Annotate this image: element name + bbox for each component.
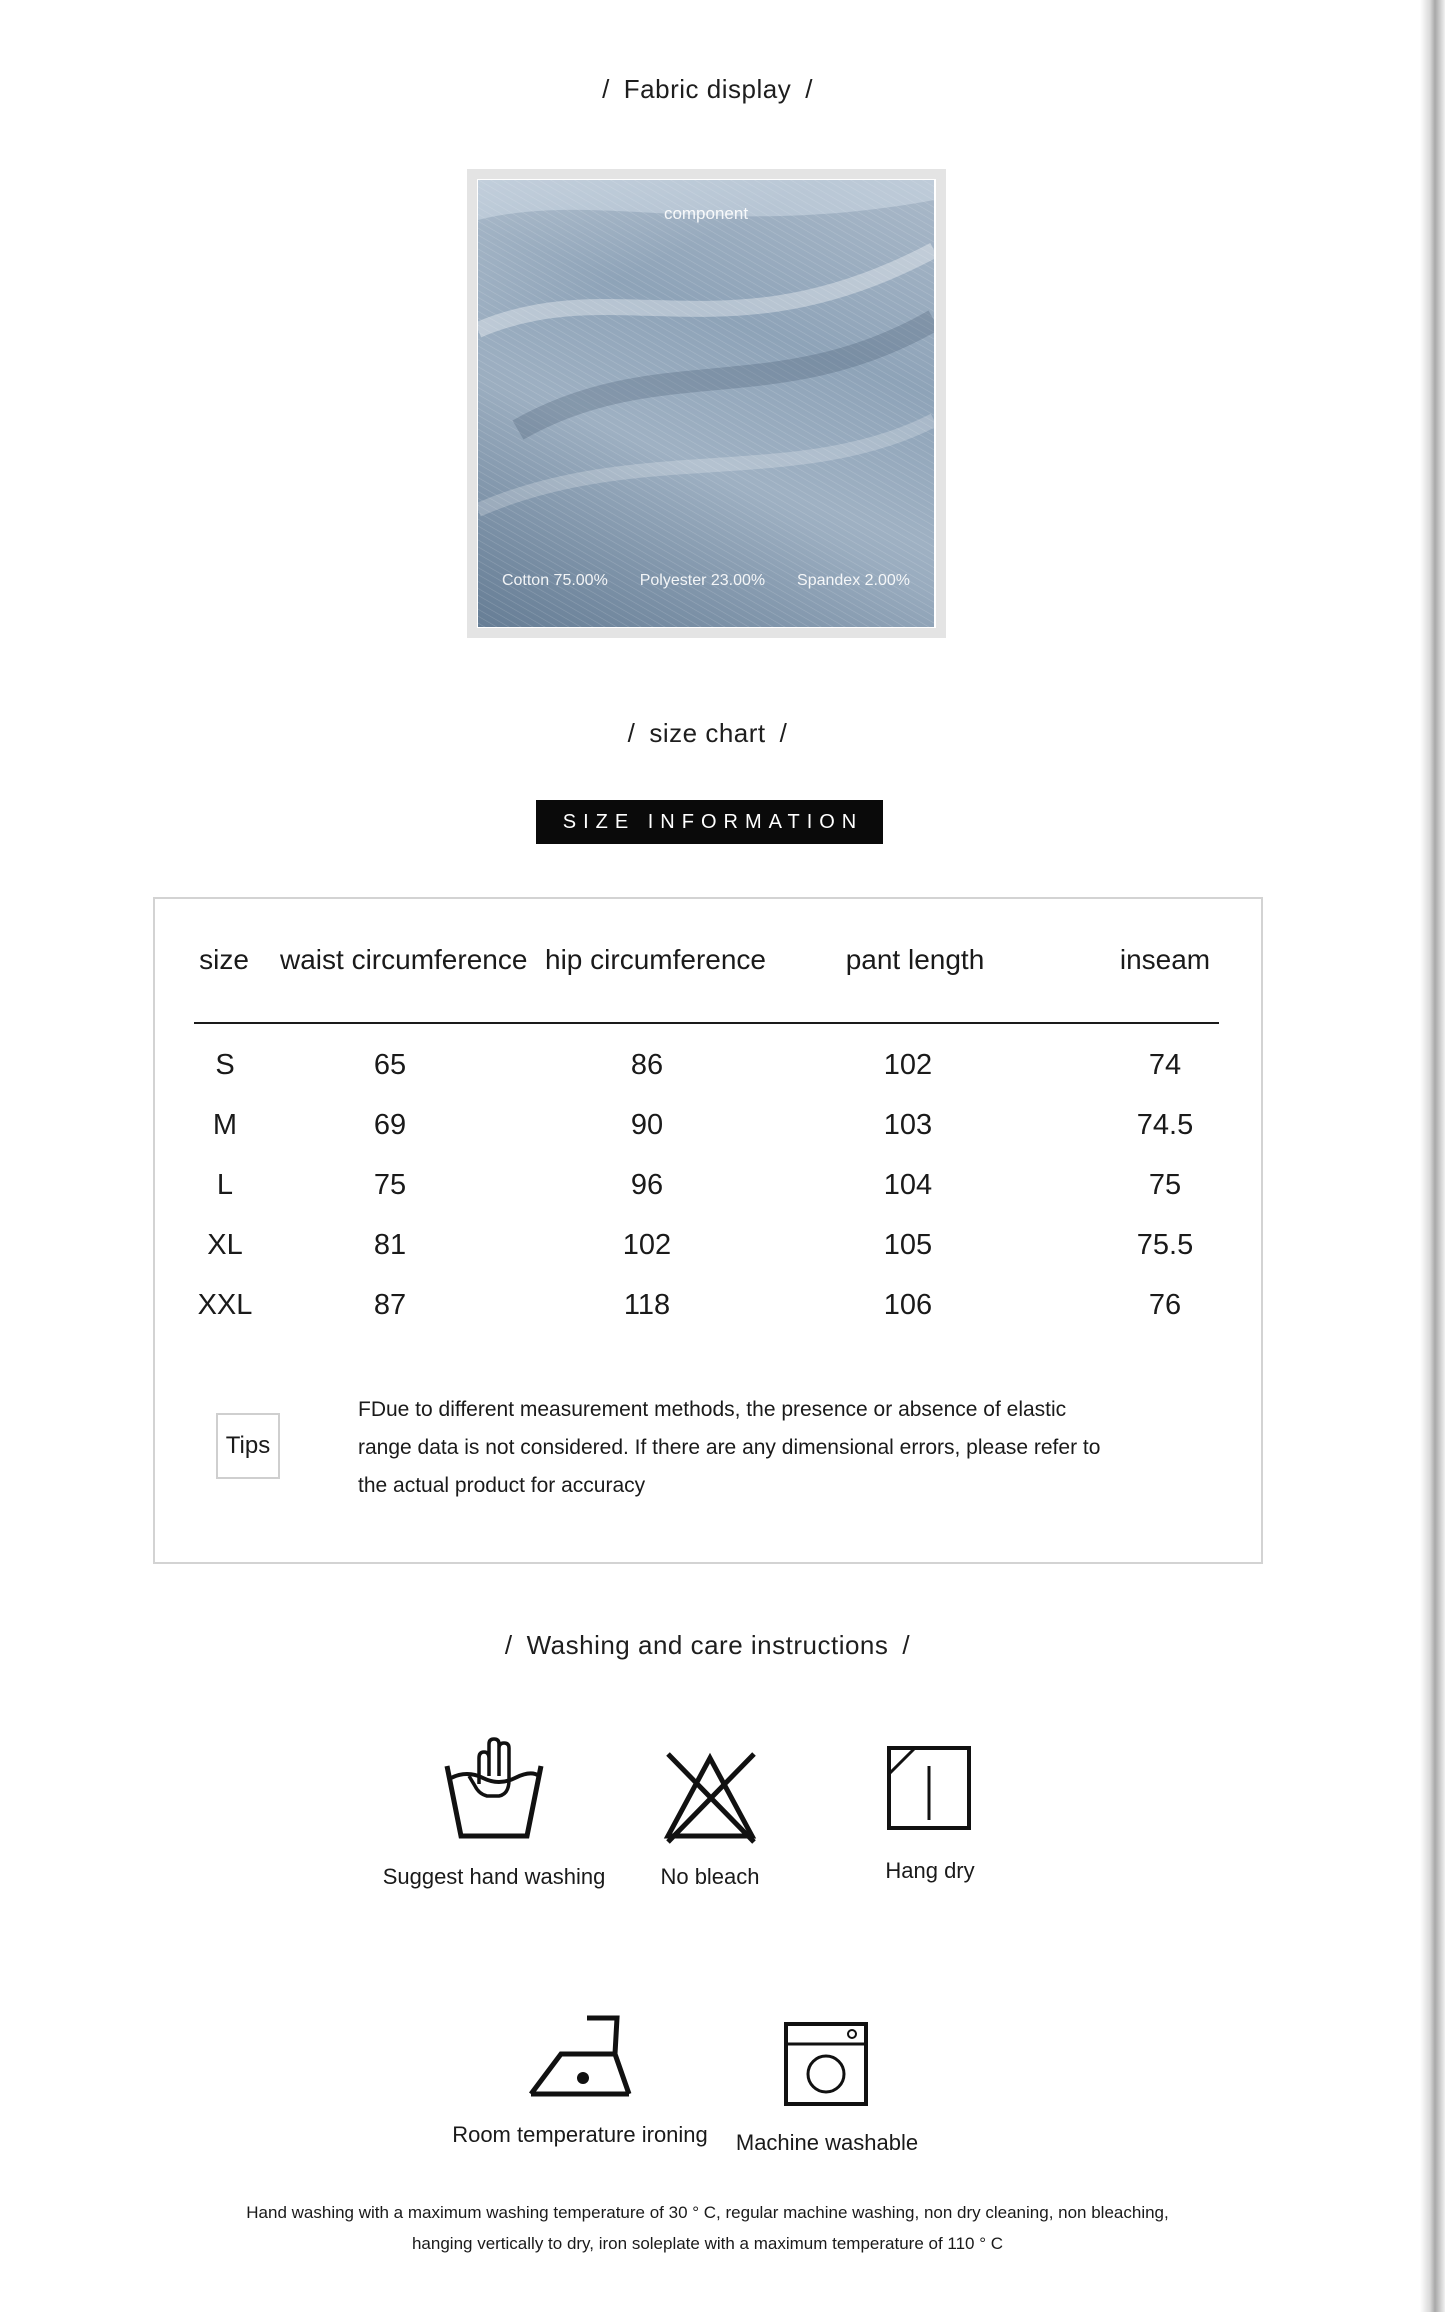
care-item-no-bleach (640, 1748, 780, 1890)
table-cell: 105 (883, 1229, 933, 1261)
hang-dry-icon (885, 1744, 975, 1836)
size-information-banner: SIZE INFORMATION (536, 800, 883, 844)
table-cell: 102 (622, 1229, 672, 1261)
table-cell: 75 (1148, 1169, 1182, 1201)
care-label: Room temperature ironing (452, 2122, 708, 2147)
table-cell: 102 (883, 1049, 933, 1081)
care-section-title: / Washing and care instructions / (504, 1630, 911, 1660)
table-cell: M (212, 1109, 238, 1141)
table-cell: 76 (1148, 1289, 1182, 1321)
care-note-line-1: Hand washing with a maximum washing temperature of 30 ° C, regular machine washing, non dry cleaning, non bleaching, (246, 2203, 1169, 2222)
table-cell: 75 (373, 1169, 407, 1201)
table-cell: 118 (623, 1289, 671, 1321)
table-cell: 87 (373, 1289, 407, 1321)
composition-spandex: Spandex 2.00% (797, 572, 911, 589)
header-pant-length: pant length (845, 944, 985, 975)
care-item-iron (450, 2010, 710, 2148)
header-inseam: inseam (1119, 944, 1211, 975)
header-divider (194, 1022, 1219, 1024)
fabric-section-title: / Fabric display / (602, 74, 813, 104)
table-cell: 65 (373, 1049, 407, 1081)
table-cell: 86 (630, 1049, 664, 1081)
table-cell: XL (207, 1229, 243, 1261)
table-cell: XXL (197, 1289, 253, 1321)
no-bleach-icon (660, 1748, 760, 1846)
size-section-title: / size chart / (627, 718, 788, 748)
header-waist: waist circumference (280, 944, 528, 975)
care-item-hand-wash (378, 1736, 610, 1890)
table-cell: 74 (1148, 1049, 1182, 1081)
table-cell: 69 (373, 1109, 407, 1141)
table-cell: 75.5 (1136, 1229, 1194, 1261)
care-label: No bleach (660, 1864, 760, 1889)
fabric-composition (478, 572, 934, 590)
tips-badge: Tips (216, 1413, 280, 1479)
table-cell: 81 (373, 1229, 407, 1261)
header-size: size (199, 944, 249, 975)
fabric-image-label: component (663, 204, 749, 223)
table-cell: 96 (630, 1169, 664, 1201)
table-cell: S (215, 1049, 235, 1081)
washing-machine-icon (782, 2020, 872, 2110)
care-label: Machine washable (735, 2130, 919, 2155)
tips-text: FDue to different measurement methods, the presence or absence of elastic range data is not considered. If there are any dimensional errors, please refer to the actual product for accuracy (358, 1398, 1101, 1497)
header-hip: hip circumference (545, 944, 766, 975)
care-item-machine-wash (730, 2020, 924, 2156)
care-label: Suggest hand washing (382, 1864, 606, 1889)
composition-cotton: Cotton 75.00% (501, 572, 608, 589)
table-cell: 74.5 (1136, 1109, 1194, 1141)
table-cell: L (216, 1169, 234, 1201)
table-cell: 90 (630, 1109, 664, 1141)
table-cell: 104 (883, 1169, 933, 1201)
care-item-hang-dry (860, 1744, 1000, 1884)
care-note-line-2: hanging vertically to dry, iron soleplate with a maximum temperature of 110 ° C (411, 2234, 1004, 2253)
care-label: Hang dry (885, 1858, 975, 1883)
iron-icon (525, 2010, 635, 2100)
hand-wash-icon (439, 1736, 549, 1846)
fabric-image (478, 180, 934, 627)
page-edge-shadow (1420, 0, 1445, 2312)
table-cell: 103 (883, 1109, 933, 1141)
composition-polyester: Polyester 23.00% (639, 572, 766, 589)
table-cell: 106 (883, 1289, 933, 1321)
